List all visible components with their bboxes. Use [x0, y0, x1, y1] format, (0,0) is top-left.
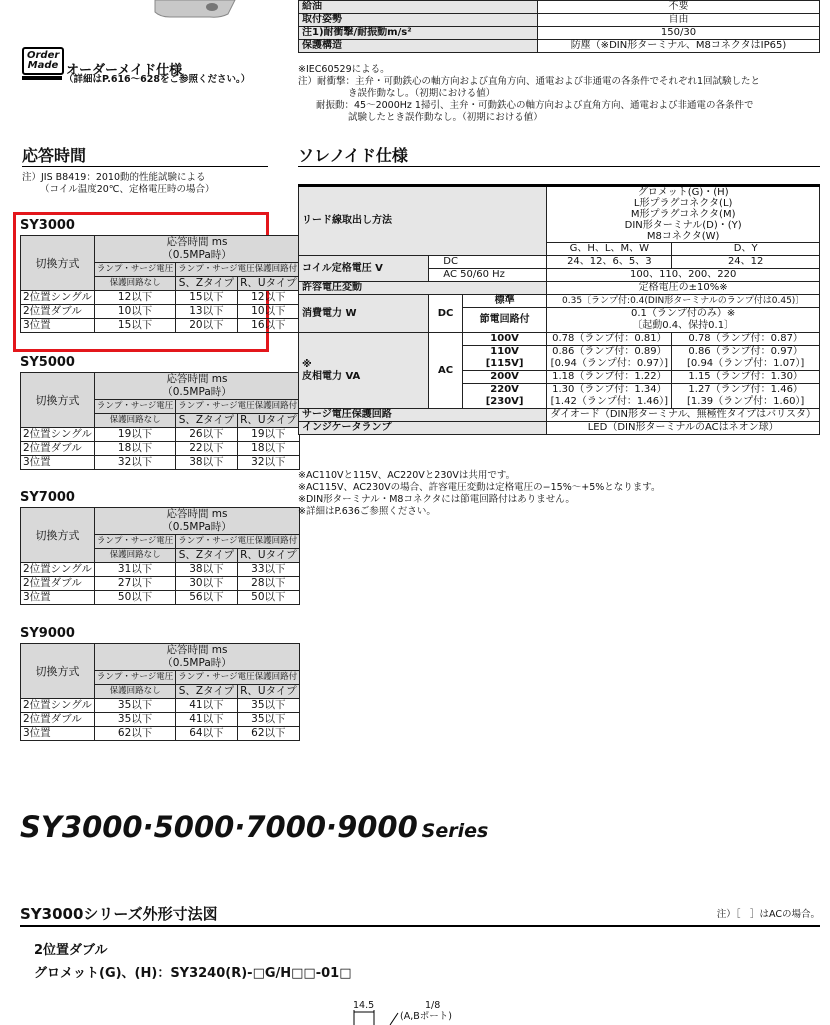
table-row: 3位置 62以下 64以下 62以下: [21, 727, 300, 741]
dimensions-subtitle: 2位置ダブル: [34, 943, 108, 958]
table-row: 3位置 50以下 56以下 50以下: [21, 591, 300, 605]
solenoid-spec-title: ソレノイド仕様: [298, 143, 820, 167]
table-row: 2位置シングル 12以下 15以下 12以下: [21, 291, 300, 305]
dim-label-14-5: 14.5: [353, 1000, 375, 1011]
response-time-table: 切換方式 応答時間 ms （0.5MPa時） ランプ・サージ電圧 ランプ・サージ電圧保護回路付 保護回路なし S、Zタイプ R、Uタイプ 2位置シングル 31以下 38以下 33以下 2位置ダブル 27以下 30以下 28以下 3位置 50以下 56以下 50以下: [20, 507, 300, 605]
dimensions-model: グロメット(G)、(H)：SY3240(R)-□G/H□□-01□: [34, 966, 352, 981]
response-table-sy7000: [20, 490, 300, 605]
table-row: 2位置ダブル 18以下 22以下 18以下: [21, 442, 300, 456]
response-time-table: 切換方式 応答時間 ms （0.5MPa時） ランプ・サージ電圧 ランプ・サージ電圧保護回路付 保護回路なし S、Zタイプ R、Uタイプ 2位置シングル 35以下 41以下 35以下 2位置ダブル 35以下 41以下 35以下 3位置 62以下 64以下 62以下: [20, 643, 300, 741]
table-row: 2位置ダブル 27以下 30以下 28以下: [21, 577, 300, 591]
dimensions-title: SY3000シリーズ外形寸法図 注）［ ］はACの場合。: [20, 903, 820, 927]
table-row: 3位置 32以下 38以下 32以下: [21, 456, 300, 470]
model-name: SY5000: [20, 355, 75, 370]
response-table-sy5000: [20, 355, 300, 470]
order-made-ref: （詳細はP.616～628をご参照ください。）: [64, 74, 251, 85]
general-spec-table: 給油 不要 取付姿勢 自由 注1)耐衝撃/耐振動m/s² 150/30 保護構造 防塵（※DIN形ターミナル、M8コネクタはIP65): [298, 0, 820, 53]
table-row: 2位置シングル 31以下 38以下 33以下: [21, 563, 300, 577]
table-row: 2位置ダブル 10以下 13以下 10以下: [21, 305, 300, 319]
dimension-drawing-fragment: [340, 1008, 410, 1025]
dim-label-port: 1/8: [425, 1000, 441, 1011]
model-name: SY3000: [20, 218, 75, 233]
general-spec-notes: ※IEC60529による。 注）耐衝撃：主弁・可動鉄心の軸方向および直角方向、通電および非通電の各条件でそれぞれ1回試験したと き誤作動なし。（初期における値） 耐振動：45～2000Hz 1掃引、主弁・可動鉄心の軸方向および直角方向、通電および非通電の各条件で 試験したとき誤作動なし。（初期における値）: [298, 64, 761, 123]
table-row: 2位置シングル 35以下 41以下 35以下: [21, 699, 300, 713]
response-time-title: 応答時間: [22, 143, 268, 167]
solenoid-spec-table: リード線取出し方法 グロメット(G)・(H) L形プラグコネクタ(L) M形プラグコネクタ(M) DIN形ターミナル(D)・(Y) M8コネクタ(W) G、H、L、M、W D、Y コイル定格電圧 V DC 24、12、6、5、3 24、12 AC 50/60 Hz 100、110、200、220 許容電圧変動 定格電圧の±10%※ 消費電力 W DC 標準 0.35〔ランプ付:0.4(DIN形ターミナルのランプ付は0.45)〕 節電回路付 0.1（ランプ付のみ）※ 〔起動0.4、保持0.1〕 ※ 皮相電力 VA AC 100V 0.78（ランプ付：0.81） 0.78（ランプ付：0.87） 110V [115V] 0.86（ランプ付：0.89） [0.94（ランプ付：0.97）] 0.86（ランプ付：0.97） [0.94（ランプ付：1.07）] 200V 1.18（ランプ付：1.22） 1.15（ランプ付：1.30） 220V [230V] 1.30（ランプ付：1.34） [1.42（ランプ付：1.46）] 1.27（ランプ付：1.46） [1.39（ランプ付：1.60）] サージ電圧保護回路 ダイオード（DIN形ターミナル、無極性タイプはバリスタ） インジケータランプ LED（DIN形ターミナルのACはネオン球）: [298, 184, 820, 435]
table-row: 3位置 15以下 20以下 16以下: [21, 319, 300, 333]
model-name: SY7000: [20, 490, 75, 505]
response-table-sy3000: [20, 218, 300, 333]
response-note: 注）JIS B8419：2010動的性能試験による （コイル温度20℃、定格電圧時の場合）: [22, 172, 215, 195]
solenoid-notes: ※AC110Vと115V、AC220Vと230Vは共用です。 ※AC115V、AC230Vの場合、許容電圧変動は定格電圧の−15%～+5%となります。 ※DIN形ターミナル・M8コネクタには節電回路付はありません。 ※詳細はP.636ご参照ください。: [298, 470, 661, 517]
dim-label-port-ab: (A,Bポート): [400, 1011, 452, 1022]
response-time-table: 切換方式 応答時間 ms （0.5MPa時） ランプ・サージ電圧 ランプ・サージ電圧保護回路付 保護回路なし S、Zタイプ R、Uタイプ 2位置シングル 19以下 26以下 19以下 2位置ダブル 18以下 22以下 18以下 3位置 32以下 38以下 32以下: [20, 372, 300, 470]
order-made-badge: Order Made: [22, 47, 64, 80]
response-table-sy9000: [20, 626, 300, 741]
model-name: SY9000: [20, 626, 75, 641]
valve-image-fragment: [150, 0, 240, 20]
series-heading: SY3000·5000·7000·9000 Series: [20, 810, 489, 844]
order-made-title: オーダーメイド仕様: [66, 63, 183, 78]
response-time-table: 切換方式 応答時間 ms （0.5MPa時） ランプ・サージ電圧 ランプ・サージ電圧保護回路付 保護回路なし S、Zタイプ R、Uタイプ 2位置シングル 12以下 15以下 12以下 2位置ダブル 10以下 13以下 10以下 3位置 15以下 20以下 16以下: [20, 235, 300, 333]
table-row: 2位置シングル 19以下 26以下 19以下: [21, 428, 300, 442]
table-row: 2位置ダブル 35以下 41以下 35以下: [21, 713, 300, 727]
